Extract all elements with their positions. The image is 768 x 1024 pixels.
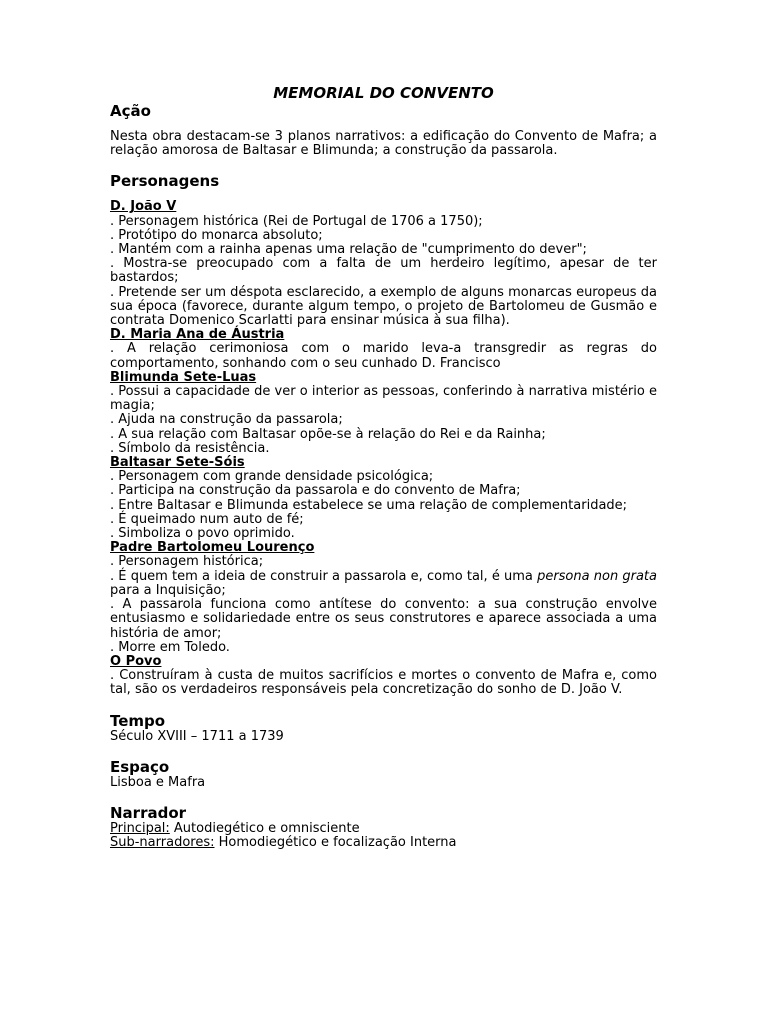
principal-value: Autodiegético e omnisciente — [169, 820, 360, 836]
character-item: . Personagem histórica; — [110, 554, 264, 570]
principal-label: Principal: — [110, 820, 170, 836]
section-heading-acao: Ação — [110, 102, 151, 120]
character-item: . Ajuda na construção da passarola; — [110, 412, 343, 428]
acao-text: Nesta obra destacam-se 3 planos narrativos: a edificação do Convento de Mafra; a relação amorosa de Baltasar e Blimunda; a construção da passarola. — [110, 129, 657, 159]
spacer — [110, 790, 657, 804]
character-item: . Personagem com grande densidade psicológica; — [110, 469, 434, 485]
character-name: Blimunda Sete-Luas — [110, 369, 257, 385]
character-item: . Personagem histórica (Rei de Portugal de 1706 a 1750); — [110, 213, 483, 229]
character-item: . Possui a capacidade de ver o interior as pessoas, conferindo à narrativa mistério e magia; — [110, 384, 657, 414]
character-item-italic — [110, 570, 657, 598]
character-item: . A passarola funciona como antítese do convento: a sua construção envolve entusiasmo e solidariedade entre os seus construtores e aparece associada a uma história de amor; — [110, 597, 657, 641]
character-item: . Pretende ser um déspota esclarecido, a exemplo de alguns monarcas europeus da sua época (favorece, durante algum tempo, o projeto de Bartolomeu de Gusmão e contrata Domenico Scarlatti para ensinar música à sua filha). — [110, 284, 657, 329]
narrador-sub — [110, 836, 657, 850]
document-page — [110, 84, 657, 850]
document-title: MEMORIAL DO CONVENTO — [273, 84, 494, 102]
character-name: Baltasar Sete-Sóis — [110, 455, 245, 471]
character-item: . A sua relação com Baltasar opõe-se à relação do Rei e da Rainha; — [110, 426, 546, 442]
character-name: O Povo — [110, 653, 162, 669]
character-item: . Simboliza o povo oprimido. — [110, 526, 295, 542]
tempo-text: Século XVIII – 1711 a 1739 — [110, 728, 284, 744]
character-item: . Mantém com a rainha apenas uma relação de "cumprimento do dever"; — [110, 242, 587, 258]
item-text: . É quem tem a ideia de construir a passarola e, como tal, é uma — [110, 568, 538, 584]
item-text: para a Inquisição; — [110, 582, 226, 598]
spacer — [110, 698, 657, 712]
spacer — [110, 190, 657, 200]
character-item: . Construíram à custa de muitos sacrifícios e mortes o convento de Mafra e, como tal, são os verdadeiros responsáveis pela concretização do sonho de D. João V. — [110, 668, 657, 698]
character-item: . A relação cerimoniosa com o marido leva-a transgredir as regras do comportamento, sonhando com o seu cunhado D. Francisco — [110, 341, 657, 371]
character-item: . Morre em Toledo. — [110, 639, 230, 655]
character-item: . Símbolo da resistência. — [110, 440, 270, 456]
character-item: . Mostra-se preocupado com a falta de um herdeiro legítimo, apesar de ter bastardos; — [110, 256, 657, 286]
narrador-principal — [110, 822, 657, 836]
spacer — [110, 744, 657, 758]
character-item: . Participa na construção da passarola e do convento de Mafra; — [110, 483, 521, 499]
character-item: . É queimado num auto de fé; — [110, 511, 304, 527]
section-heading-tempo: Tempo — [110, 711, 166, 730]
spacer — [110, 158, 657, 172]
sub-label: Sub-narradores: — [110, 835, 215, 851]
character-name: D. João V — [110, 199, 177, 215]
italic-phrase: persona non grata — [537, 568, 657, 584]
section-heading-personagens: Personagens — [110, 172, 220, 191]
character-item: . Entre Baltasar e Blimunda estabelece se uma relação de complementaridade; — [110, 497, 628, 513]
section-heading-narrador: Narrador — [110, 803, 187, 822]
character-name: Padre Bartolomeu Lourenço — [110, 540, 315, 556]
sub-value: Homodiegético e focalização Interna — [214, 835, 457, 851]
section-heading-espaco: Espaço — [110, 757, 170, 776]
espaco-text: Lisboa e Mafra — [110, 774, 206, 790]
character-item: . Protótipo do monarca absoluto; — [110, 227, 323, 243]
character-name: D. Maria Ana de Áustria — [110, 327, 285, 343]
